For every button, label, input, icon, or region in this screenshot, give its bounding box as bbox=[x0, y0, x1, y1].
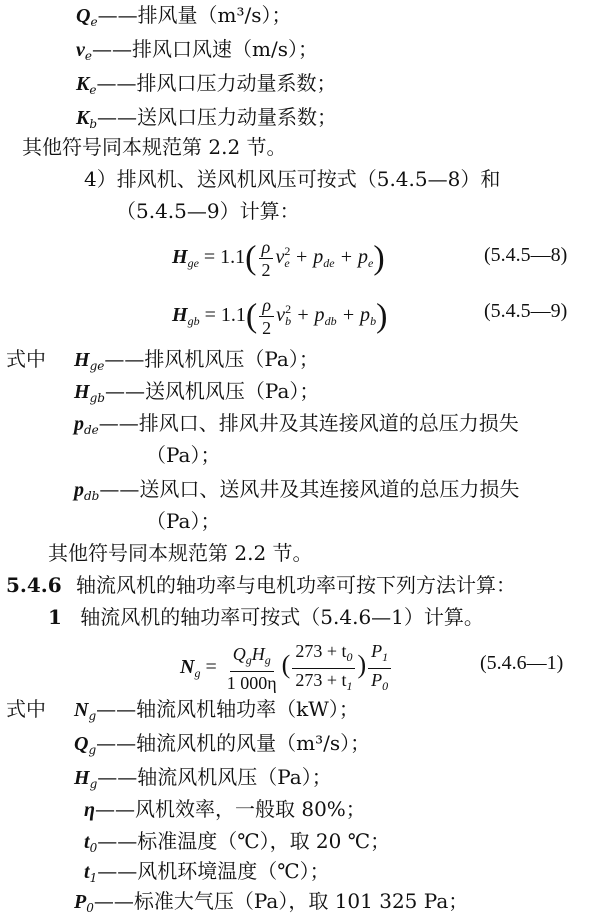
def-continuation: （Pa）； bbox=[146, 443, 221, 467]
def-line bbox=[84, 858, 330, 891]
def-continuation: （Pa）； bbox=[146, 509, 221, 533]
def-symbol: p bbox=[74, 413, 84, 435]
def-text: ——排风机风压（Pa）； bbox=[104, 347, 319, 371]
section-heading bbox=[6, 572, 516, 598]
def-symbol: H bbox=[74, 381, 90, 403]
frac-term: P bbox=[371, 641, 383, 661]
def-subscript: ge bbox=[89, 359, 105, 373]
eq-sub: 1 bbox=[346, 679, 353, 693]
frac-denominator bbox=[292, 669, 355, 697]
def-subscript: b bbox=[89, 117, 98, 131]
def-subscript: g bbox=[88, 709, 97, 723]
eq-sup: 2 bbox=[285, 302, 292, 317]
def-line bbox=[76, 36, 318, 69]
def-symbol: K bbox=[76, 107, 90, 129]
eq-lhs: H bbox=[172, 304, 188, 327]
def-text: ——轴流风机风压（Pa）； bbox=[97, 765, 332, 789]
eq-sub: 0 bbox=[382, 679, 389, 693]
def-text: ——送风机风压（Pa）； bbox=[104, 379, 320, 403]
def-symbol: p bbox=[74, 479, 84, 501]
def-line bbox=[74, 346, 319, 379]
item-number: 1 bbox=[48, 605, 62, 629]
def-symbol: η bbox=[84, 799, 95, 821]
eq-sub: db bbox=[324, 314, 337, 329]
eq-sub: b bbox=[285, 314, 292, 329]
def-symbol: t bbox=[84, 861, 90, 883]
def-symbol: H bbox=[74, 767, 90, 789]
def-text: ——标准大气压（Pa），取 101 325 Pa； bbox=[93, 889, 469, 913]
eq-equals: = bbox=[205, 656, 217, 679]
def-symbol: P bbox=[74, 891, 87, 913]
eq-sub: e bbox=[284, 256, 290, 271]
def-line bbox=[74, 888, 468, 921]
def-line bbox=[74, 730, 370, 763]
def-text: ——送风口压力动量系数； bbox=[97, 105, 338, 129]
equation-number: (5.4.5—9) bbox=[484, 300, 568, 322]
eq-term: + p bbox=[339, 246, 369, 269]
def-subscript: db bbox=[84, 489, 100, 503]
note-text: 其他符号同本规范第 2.2 节。 bbox=[48, 541, 313, 565]
frac-denominator: 2 bbox=[262, 318, 272, 338]
eq-coef: = 1.1 bbox=[204, 304, 246, 327]
right-paren: ) bbox=[373, 239, 385, 277]
def-text: ——轴流风机轴功率（kW）； bbox=[96, 697, 359, 721]
frac-term: H bbox=[251, 644, 265, 664]
frac-denominator: 1 000η bbox=[226, 673, 277, 693]
frac-term: P bbox=[371, 670, 383, 690]
frac-denominator bbox=[368, 669, 391, 697]
def-text: ——轴流风机的风量（m³/s）； bbox=[96, 731, 371, 755]
def-symbol: N bbox=[74, 699, 89, 721]
def-text: ——排风口、排风井及其连接风道的总压力损失 bbox=[98, 411, 519, 435]
def-subscript: g bbox=[88, 743, 97, 757]
where-label: 式中 bbox=[6, 347, 46, 371]
def-symbol: K bbox=[76, 73, 90, 95]
right-paren: ) bbox=[357, 650, 367, 680]
def-line bbox=[84, 828, 390, 861]
eq-sub: 1 bbox=[382, 650, 389, 664]
equation-number: (5.4.6—1) bbox=[480, 652, 564, 674]
def-symbol: Q bbox=[76, 5, 91, 27]
note-text: 其他符号同本规范第 2.2 节。 bbox=[22, 135, 287, 159]
right-paren: ) bbox=[376, 297, 388, 335]
def-text: ——风机效率，一般取 80%； bbox=[94, 797, 366, 821]
def-text: ——排风口压力动量系数； bbox=[96, 71, 337, 95]
eq-fraction bbox=[292, 640, 355, 697]
eq-lhs-sub: ge bbox=[187, 256, 199, 271]
def-line bbox=[76, 70, 336, 103]
eq-lhs-sub: gb bbox=[187, 314, 200, 329]
eq-sub: 0 bbox=[346, 650, 353, 664]
item-text: 轴流风机的轴功率可按式（5.4.6—1）计算。 bbox=[80, 605, 484, 629]
equation-number: (5.4.5—8) bbox=[484, 244, 568, 266]
def-line bbox=[76, 2, 292, 35]
eq-fraction bbox=[368, 640, 391, 697]
left-paren: ( bbox=[245, 239, 257, 277]
section-number: 5.4.6 bbox=[6, 573, 62, 597]
eq-fraction bbox=[259, 294, 274, 339]
item-4-line-2: （5.4.5—9）计算： bbox=[116, 199, 300, 223]
def-line bbox=[74, 696, 359, 729]
def-line bbox=[74, 410, 519, 443]
frac-term: Q bbox=[232, 644, 246, 664]
frac-term: 273 + t bbox=[295, 670, 347, 690]
def-line bbox=[84, 796, 366, 829]
frac-numerator bbox=[368, 640, 391, 669]
frac-numerator: ρ bbox=[259, 294, 274, 317]
def-text: ——送风口、送风井及其连接风道的总压力损失 bbox=[99, 477, 520, 501]
def-subscript: 0 bbox=[89, 841, 98, 855]
eq-fraction bbox=[224, 643, 280, 694]
def-subscript: 1 bbox=[89, 871, 98, 885]
frac-term: 273 + t bbox=[295, 641, 347, 661]
frac-denominator: 2 bbox=[261, 260, 271, 280]
def-line bbox=[74, 764, 332, 797]
def-subscript: 0 bbox=[86, 901, 94, 915]
def-subscript: de bbox=[84, 423, 99, 437]
eq-term: + p bbox=[296, 304, 325, 327]
equation-5-4-6-1 bbox=[180, 640, 393, 697]
item-1 bbox=[48, 604, 484, 630]
def-text: ——排风口风速（m/s）； bbox=[92, 37, 318, 61]
eq-var: v bbox=[275, 246, 285, 269]
def-line bbox=[74, 476, 519, 509]
eq-term: + p bbox=[341, 304, 371, 327]
frac-numerator bbox=[292, 640, 355, 669]
eq-lhs: N bbox=[180, 656, 195, 679]
def-line bbox=[76, 104, 337, 137]
eq-sub: g bbox=[264, 653, 271, 667]
def-symbol: v bbox=[76, 39, 85, 61]
eq-coef: = 1.1 bbox=[203, 246, 246, 269]
item-4-line-1: 4）排风机、送风机风压可按式（5.4.5—8）和 bbox=[84, 167, 501, 191]
def-subscript: e bbox=[89, 83, 97, 97]
def-text: ——标准温度（℃），取 20 ℃； bbox=[97, 829, 391, 853]
equation-5-4-5-8 bbox=[172, 236, 385, 281]
def-symbol: t bbox=[84, 831, 90, 853]
def-text: ——排风量（m³/s）； bbox=[97, 3, 292, 27]
def-subscript: e bbox=[90, 15, 98, 29]
section-title: 轴流风机的轴功率与电机功率可按下列方法计算： bbox=[76, 573, 517, 597]
eq-var: v bbox=[276, 304, 286, 327]
where-label: 式中 bbox=[6, 697, 46, 721]
eq-lhs-sub: g bbox=[194, 666, 201, 681]
left-paren: ( bbox=[281, 650, 291, 680]
eq-lhs: H bbox=[172, 246, 188, 269]
def-symbol: H bbox=[74, 349, 90, 371]
eq-sub: de bbox=[323, 256, 335, 271]
eq-sub: e bbox=[368, 256, 374, 271]
def-subscript: g bbox=[89, 777, 98, 791]
def-text: ——风机环境温度（℃）； bbox=[97, 859, 330, 883]
eq-term: + p bbox=[294, 246, 324, 269]
eq-sup: 2 bbox=[284, 244, 291, 259]
equation-5-4-5-9 bbox=[172, 294, 387, 339]
def-line bbox=[74, 378, 319, 411]
def-symbol: Q bbox=[74, 733, 89, 755]
def-subscript: e bbox=[84, 49, 92, 63]
frac-numerator bbox=[230, 643, 274, 672]
eq-sub: g bbox=[245, 653, 252, 667]
left-paren: ( bbox=[245, 297, 258, 335]
def-subscript: gb bbox=[89, 391, 105, 405]
eq-fraction bbox=[259, 236, 274, 281]
eq-sub: b bbox=[370, 314, 377, 329]
frac-numerator: ρ bbox=[259, 236, 274, 259]
